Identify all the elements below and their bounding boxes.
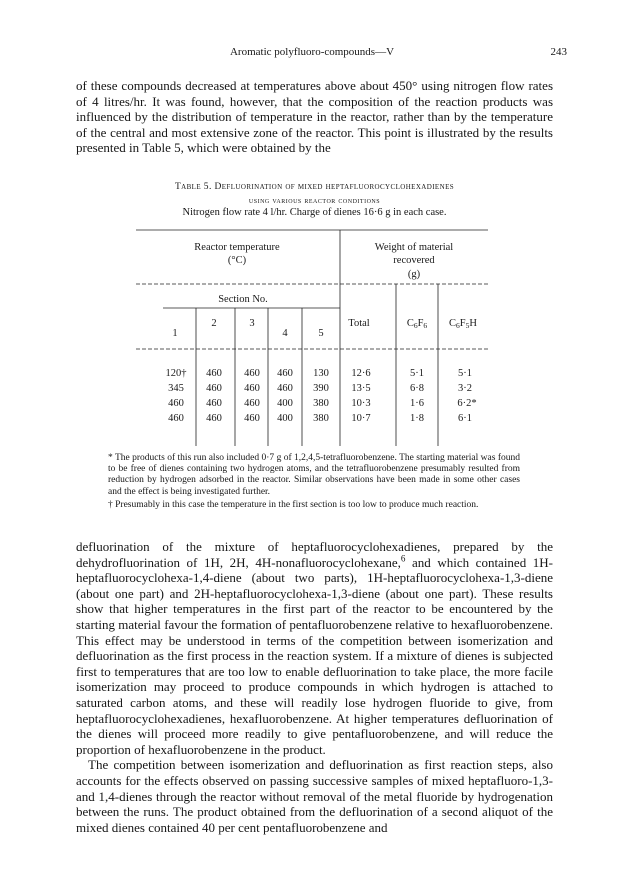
table-cell: 460 — [168, 413, 184, 424]
table-cell: 13·5 — [351, 383, 371, 394]
section-number: 5 — [318, 328, 324, 339]
header-weight-unit: (g) — [407, 269, 421, 280]
page-number: 243 — [550, 46, 567, 58]
header-c6f5h: C6F5H — [449, 318, 477, 330]
paragraph-3: The competition between isomerization and defluorination as first reaction steps, also accounts for the effects observed on passing successive samples of mixed heptafluoro-1,3- and 1,4-dienes through the reactor without removal of the metal fluoride by hydrogenation between the runs. The product obtained from the defluorination of a second aliquot of the mixed dienes contained 40 per cent pentafluorobenzene and — [76, 757, 553, 835]
section-number: 4 — [282, 328, 288, 339]
header-section-no: Section No. — [218, 294, 268, 305]
table-cell: 1·8 — [410, 413, 424, 424]
table-cell: 460 — [244, 368, 260, 379]
table-cell: 130 — [313, 368, 329, 379]
table-cell: 460 — [244, 398, 260, 409]
table-footnote-1: * The products of this run also included 0·7 g of 1,2,4,5-tetrafluorobenzene. The starting material was found to be free of dienes containing two hydrogen atoms, and the tetrafluorobenzene presumably resulted from reduction by hydrogen adsorbed in the reactor. Similar observations have been made in some other cases and the effect is being investigated further. — [108, 453, 520, 497]
table-cell: 12·6 — [351, 368, 371, 379]
header-total: Total — [348, 318, 370, 329]
table-cell: 390 — [313, 383, 329, 394]
table-cell: 10·3 — [351, 398, 371, 409]
table-cell: 3·2 — [458, 383, 472, 394]
table-cell: 6·8 — [410, 383, 424, 394]
table-cell: 460 — [206, 413, 222, 424]
table-cell: 460 — [277, 383, 293, 394]
table-cell: 6·2* — [457, 398, 477, 409]
section-number: 2 — [211, 318, 217, 329]
table-cell: 400 — [277, 413, 293, 424]
table-cell: 345 — [168, 383, 184, 394]
table-cell: 400 — [277, 398, 293, 409]
table-cell: 460 — [244, 383, 260, 394]
paragraph-2 — [76, 539, 553, 757]
table-cell: 380 — [313, 398, 329, 409]
running-head-title: Aromatic polyfluoro-compounds—V — [229, 46, 395, 58]
table-cell: 460 — [206, 398, 222, 409]
table-cell: 120† — [165, 368, 187, 379]
table-label: Table 5. — [174, 182, 215, 192]
table-cell: 6·1 — [458, 413, 472, 424]
section-number: 1 — [172, 328, 178, 339]
table-conditions: Nitrogen flow rate 4 l/hr. Charge of dienes 16·6 g in each case. — [182, 207, 447, 218]
section-number: 3 — [249, 318, 255, 329]
header-c6f6: C6F6 — [406, 318, 428, 330]
table-cell: 5·1 — [410, 368, 424, 379]
table-row — [168, 398, 477, 409]
table-cell: 5·1 — [458, 368, 472, 379]
table-cell: 460 — [277, 368, 293, 379]
header-reactor-temp: Reactor temperature — [194, 242, 280, 253]
table-cell: 380 — [313, 413, 329, 424]
intro-paragraph: of these compounds decreased at temperatures above about 450° using nitrogen flow rates of 4 litres/hr. It was found, however, that the composition of the reaction products was influenced by the distribution of temperature in the reactor, rather than by the temperature of the central and most extensive zone of the reactor. This point is illustrated by the results presented in Table 5, which were obtained by the — [76, 78, 553, 156]
body-text — [76, 539, 553, 835]
paragraph-2-part-a: defluorination of the mixture of heptafluorocyclohexadienes, prepared by the dehydrofluorination of 1H, 2H, 4H-nonafluorocyclohexane, — [76, 539, 553, 570]
table-cell: 1·6 — [410, 398, 424, 409]
table-cell: 460 — [206, 383, 222, 394]
table-cell: 460 — [244, 413, 260, 424]
header-weight: Weight of material — [374, 242, 454, 253]
table-row — [168, 383, 472, 394]
reference-marker: 6 — [400, 553, 406, 564]
table-cell: 10·7 — [351, 413, 371, 424]
table-cell: 460 — [168, 398, 184, 409]
header-weight-2: recovered — [393, 255, 435, 266]
header-reactor-temp-unit: (°C) — [227, 255, 247, 266]
table-footnote-2: † Presumably in this case the temperature in the first section is too low to produce much reaction. — [108, 500, 479, 510]
table-cell: 460 — [206, 368, 222, 379]
table-row — [166, 368, 473, 379]
table-caption-line-2: using various reactor conditions — [248, 195, 381, 205]
table-title: Defluorination of mixed heptafluorocyclohexadienes — [214, 182, 455, 192]
paragraph-2-part-b: and which contained 1H-heptafluorocyclohexa-1,4-diene (about two parts), 1H-heptafluorocyclohexa-1,3-diene (about one part) and 2H-heptafluorocyclohexa-1,3-diene (about one part). These results show that higher temperatures in the first part of the reactor to be encountered by the starting material favour the formation of pentafluorobenzene relative to hexafluorobenzene. This effect may be understood in terms of the competition between isomerization and defluorination as the first process in the reaction system. If a mixture of dienes is subjected first to temperatures that are too low to enable defluorination to take place, the more facile isomerization may proceed to produce compounds in which hydrogen is attached to saturated carbon atoms, and these will readily lose hydrogen fluoride to give, from heptafluorocyclohexadienes, hexafluorobenzene. At higher temperatures defluorination of the dienes will proceed more readily to give pentafluorobenzene, and will reduce the proportion of hexafluorobenzene in the product. — [76, 554, 553, 757]
table-row — [168, 413, 472, 424]
